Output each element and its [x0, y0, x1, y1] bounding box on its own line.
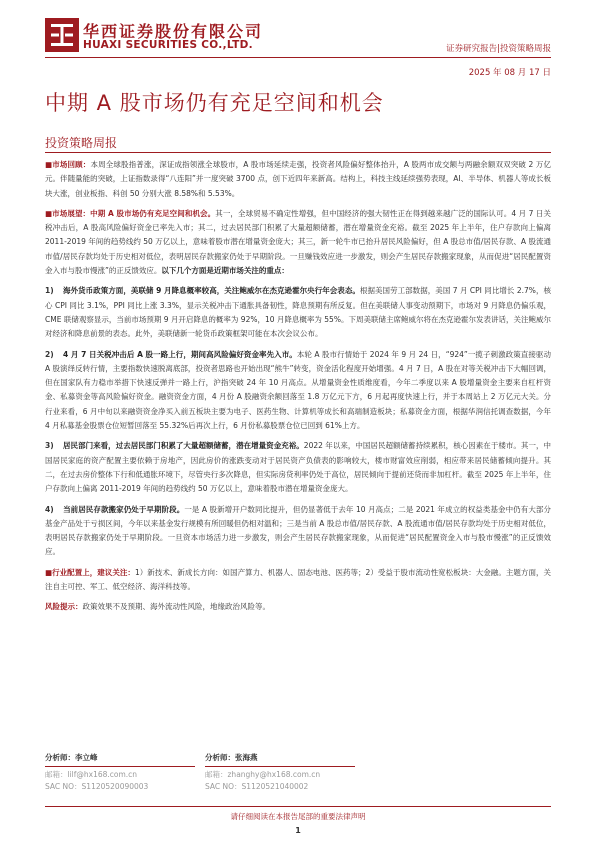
logo-company-name-cn: 华西证券股份有限公司 [83, 22, 264, 41]
paragraph-market-review [45, 158, 551, 201]
list-item-number: 3) [45, 441, 54, 451]
paragraph-market-outlook [45, 207, 551, 278]
paragraph-risk-warning [45, 600, 551, 614]
list-item-heading: 海外货币政策方面，美联储 9 月降息概率较高，关注鲍威尔在杰克逊霍尔央行年会表态。 [63, 286, 360, 296]
report-body [45, 158, 551, 621]
analyst-divider [45, 766, 195, 767]
list-item-text: 2022 年以来，中国居民超额储蓄持续累积，核心因素在于楼市。其一，中国居民家庭的资产配置主要依赖于房地产，因此房价的涨跌变动对于居民资产负债表的影响较大，楼市财富效应削弱，相应带来居民储蓄倾向提升。其二，在过去房价整体下行和低通胀环境下，尽管央行多次降息，但实际房贷利率仍处于高位，居民倾向于提前还贷而非加杠杆。截至 2025 年上半年，住户存款向上偏离 2011-2019 年间的趋势线约 50 万亿以上，意味着股市潜在增量资金庞大。 [45, 441, 551, 494]
list-item-text: 根据美国劳工部数据，美国 7 月 CPI 同比增长 2.7%，核心 CPI 同比 3.1%，PPI 同比上涨 3.3%，显示关税冲击下通胀具备韧性，降息预期有所反复。但在美联储人事变动预期下，市场对 9 月降息仍偏乐观，CME 联储观察显示，当前市场预期 9 月开启降息的概率为 92%，10 月降息概率为 55%。下周美联储主席鲍威尔将在杰克逊霍尔发表讲话，关注鲍威尔对经济和降息前景的表态。此外，美联储新一轮货币政策框架可能在本次会议公布。 [45, 286, 551, 339]
list-item [45, 348, 551, 434]
list-item [45, 284, 551, 341]
analyst-name: 分析师：张海燕 [205, 753, 258, 762]
analyst-section [45, 752, 551, 802]
list-item-text: 本轮 A 股市行情始于 2024 年 9 月 24 日，“924”一揽子刺激政策直接驱动 A 股演绎反转行情，主要指数快速脱离底部，投资者思路也开始出现“熊牛”转变，资金活化程度开始增强。4 月 7 日，A 股在对等关税冲击下大幅回调，但在国家队有力稳市举措下快速反弹并一路上行，沪指突破 24 年 10 月高点。从增量资金性质维度看，今年二季度以来 A 股增量资金主要来自杠杆资金、私募资金等高风险偏好资金。融资资金方面，4 月份 A 股融资余额回落至 1.8 万亿元下方，6 月起再度快速上行，并于本周站上 2 万亿元大关。分行业来看，6 月中旬以来融资资金净买入前五板块主要为电子、医药生物、计算机等成长和高端制造板块；私募资金方面，根据华润信托调查数据，今年 4 月私募基金股票仓位短暂回落至 55.32%后再次上行，6 月份私募股票仓位已回到 61%上方。 [45, 349, 551, 431]
sector-allocation-text: 1）新技术、新成长方向：如国产算力、机器人、固态电池、医药等；2）受益于股市流动性宽松板块：大金融。主题方面，关注自主可控、军工、低空经济、海洋科技等。 [45, 567, 551, 592]
market-review-heading: ■市场回顾： [45, 160, 91, 169]
analyst-email[interactable]: 邮箱：lilf@hx168.com.cn [45, 770, 138, 779]
risk-warning-text: 政策效果不及预期、海外流动性风险，地缘政治风险等。 [82, 602, 270, 612]
analyst-sac-number: SAC NO：S1120521040002 [205, 782, 309, 791]
analyst-sac-number: SAC NO：S1120520090003 [45, 782, 149, 791]
list-item-heading: 当前居民存款搬家仍处于早期阶段。 [63, 504, 185, 514]
list-item-number: 1) [45, 286, 54, 296]
report-date: 2025 年 08 月 17 日 [468, 68, 551, 78]
footer-divider [45, 806, 551, 807]
company-logo [45, 18, 305, 58]
legal-notice: 请仔细阅读在本报告尾部的重要法律声明 [230, 812, 366, 821]
market-outlook-heading: ■市场展望：中期 A 股市场仍有充足空间和机会。 [45, 208, 216, 218]
analyst-divider [205, 766, 355, 767]
subtitle-divider [45, 152, 551, 153]
page-subtitle: 投资策略周报 [45, 136, 118, 150]
market-outlook-tail: 以下几个方面是近期市场关注的重点： [161, 266, 289, 276]
report-type-tag: 证券研究报告|投资策略周报 [446, 44, 551, 54]
risk-warning-heading: 风险提示： [45, 602, 83, 612]
list-item-number: 2) [45, 349, 54, 359]
list-item-number: 4) [45, 504, 54, 514]
list-item [45, 503, 551, 560]
logo-mark-icon [45, 18, 79, 52]
market-review-text: 本周全球股指普涨，深证成指领涨全球股市，A 股市场延续走强，投资者风险偏好整体抬升，A 股两市成交额与两融余额双双突破 2 万亿元。伴随量能的突破，上证指数录得“八连阳”并一度突破 3700 点，创下近四年来新高。结构上，科技主线延续强势表现，AI、半导体、机器人等成长板块大涨，创业板指、科创 50 分别大涨 8.58%和 5.53%。 [45, 160, 551, 198]
page-title: 中期 A 股市场仍有充足空间和机会 [45, 91, 384, 115]
header-divider [45, 57, 551, 58]
analyst-name: 分析师：李立峰 [45, 753, 98, 762]
paragraph-sector-allocation [45, 566, 551, 595]
logo-company-name-en: HUAXI SECURITIES CO.,LTD. [83, 39, 253, 51]
market-outlook-text: 其一，全球贸易不确定性增强，但中国经济的强大韧性正在得到越来越广泛的国际认可。4 月 7 日关税冲击后，A 股高风险偏好资金已率先入市；其二，过去居民部门积累了大量超额储蓄，潜在增量资金充裕。截至 2025 年上半年，住户存款向上偏离 2011-2019 年间的趋势线约 50 万亿以上，意味着股市潜在增量资金庞大；其三，新一轮牛市已抬升居民风险偏好，但 A 股总市值/居民存款、A 股流通市值/居民存款均处于历史相对低位，表明居民存款搬家仍处于早期阶段。一旦赚钱效应进一步激发，则会产生居民存款搬家现象，从而促进“居民配置资金入市与股市慢涨”的正反馈效应。 [45, 208, 551, 276]
list-item-text: 一是 A 股新增开户数同比提升，但仍显著低于去年 10 月高点；二是 2021 年成立的权益类基金中仍有大部分基金产品处于亏损区间，今年以来基金发行规模有所回暖但仍相对温和；三是当前 A 股总市值/居民存款、A 股流通市值/居民存款均处于历史相对低位，表明居民存款搬家仍处于早期阶段。一旦资本市场活力进一步激发，则会产生居民存款搬家现象，从而促进“居民配置资金入市与股市慢涨”的正反馈效应。 [45, 504, 551, 557]
list-item-heading: 4 月 7 日关税冲击后 A 股一路上行，期间高风险偏好资金率先入市。 [63, 349, 297, 359]
analyst-card [205, 752, 445, 793]
list-item [45, 439, 551, 496]
page-number: 1 [295, 826, 301, 835]
analyst-email[interactable]: 邮箱：zhanghy@hx168.com.cn [205, 770, 321, 779]
sector-allocation-heading: ■行业配置上，建议关注： [45, 567, 135, 577]
list-item-heading: 居民部门来看，过去居民部门积累了大量超额储蓄，潜在增量资金充裕。 [63, 441, 304, 451]
